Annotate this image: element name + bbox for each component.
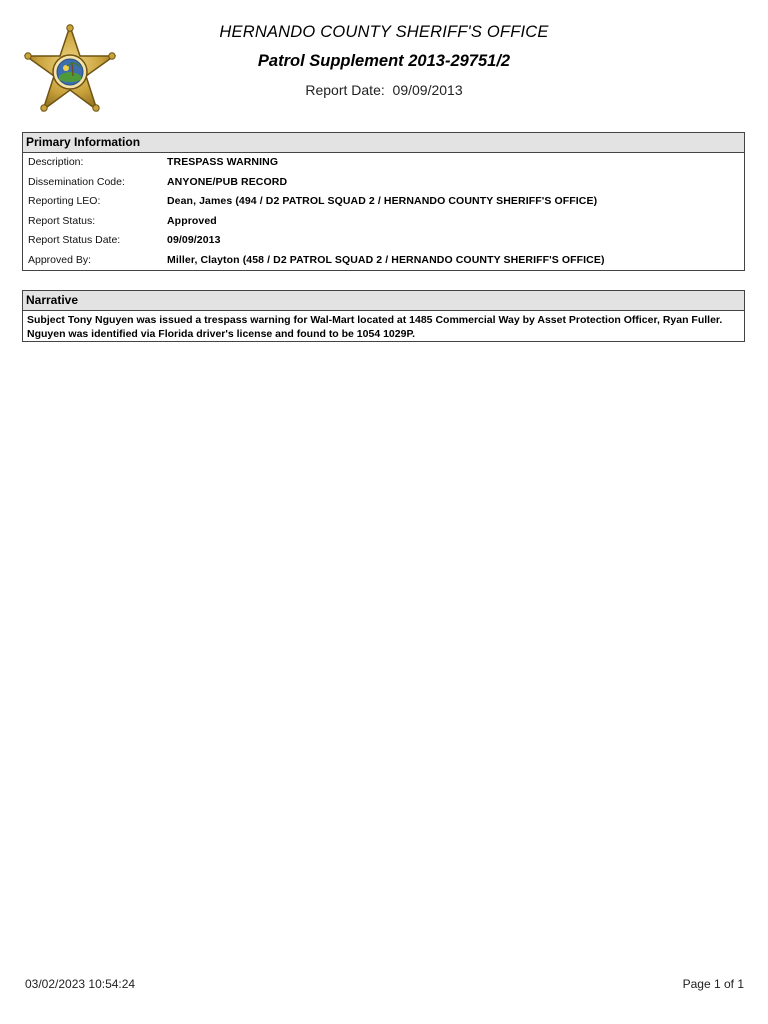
info-row <box>23 153 744 173</box>
page-number: Page 1 of 1 <box>682 977 744 991</box>
info-row <box>23 231 744 251</box>
info-row-label: Dissemination Code: <box>28 175 125 188</box>
info-row-value: 09/09/2013 <box>167 234 221 247</box>
info-row <box>23 192 744 212</box>
info-row-value: TRESPASS WARNING <box>167 156 279 168</box>
report-date-value: 09/09/2013 <box>392 82 463 98</box>
narrative-text: Subject Tony Nguyen was issued a trespass warning for Wal-Mart located at 1485 Commercial Way by Asset Protection Officer, Ryan Fuller. Nguyen was identified via Florida driver's license and found to be 1054 1029P. <box>27 314 723 340</box>
report-title: Patrol Supplement 2013-29751/2 <box>257 52 511 70</box>
info-row-label: Description: <box>28 156 84 168</box>
agency-name: HERNANDO COUNTY SHERIFF'S OFFICE <box>219 23 549 41</box>
info-row-label: Approved By: <box>28 253 92 266</box>
narrative-heading: Narrative <box>23 291 744 311</box>
info-row-value: Miller, Clayton (458 / D2 PATROL SQUAD 2 / HERNANDO COUNTY SHERIFF'S OFFICE) <box>167 253 605 266</box>
report-date-label: Report Date: <box>305 82 385 98</box>
info-row-label: Reporting LEO: <box>28 195 101 208</box>
info-row-value: Dean, James (494 / D2 PATROL SQUAD 2 / HERNANDO COUNTY SHERIFF'S OFFICE) <box>167 195 598 208</box>
report-date-line <box>0 82 768 98</box>
narrative-section <box>22 290 745 342</box>
info-row <box>23 212 744 232</box>
print-timestamp: 03/02/2023 10:54:24 <box>25 977 136 991</box>
info-row-label: Report Status Date: <box>28 234 121 247</box>
primary-information-section <box>22 132 745 271</box>
info-row-label: Report Status: <box>28 214 96 227</box>
primary-information-rows <box>23 153 744 271</box>
info-row <box>23 173 744 193</box>
primary-information-heading: Primary Information <box>23 133 744 153</box>
info-row <box>23 251 744 271</box>
info-row-value: Approved <box>167 214 217 227</box>
info-row-value: ANYONE/PUB RECORD <box>167 175 288 188</box>
